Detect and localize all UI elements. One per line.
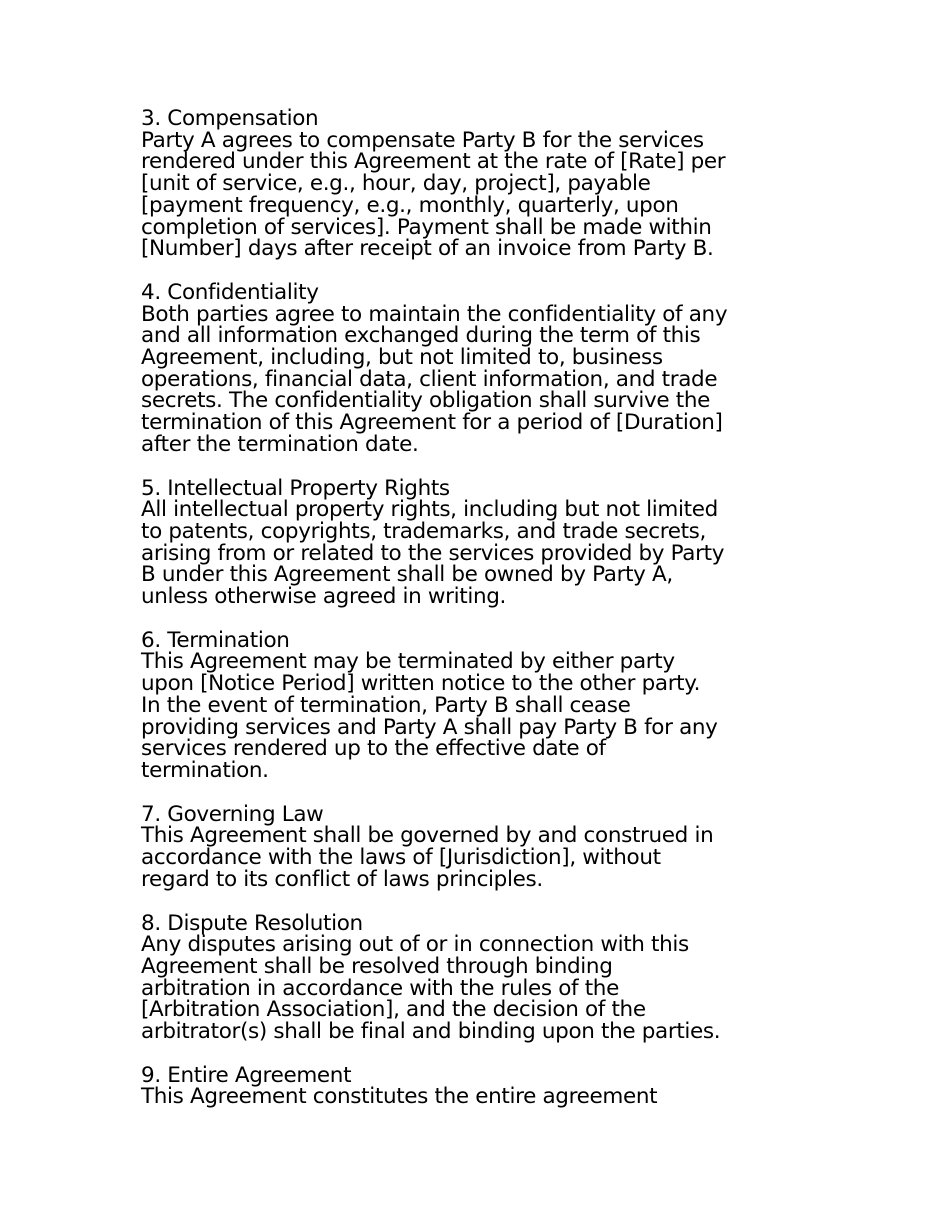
body-line: Agreement shall be resolved through binding [141,953,613,979]
section-dispute-resolution [141,910,821,1045]
section-heading: 8. Dispute Resolution [141,910,363,936]
body-line: This Agreement shall be governed by and construed in [141,823,714,849]
section-heading: 5. Intellectual Property Rights [141,475,450,501]
body-line: Any disputes arising out of or in connection with this [141,932,689,958]
body-line: regard to its conflict of laws principles. [141,866,543,892]
body-line: arbitration in accordance with the rules of the [141,975,619,1001]
body-line: and all information exchanged during the term of this [141,323,701,349]
body-line: [payment frequency, e.g., monthly, quarterly, upon [141,192,679,218]
section-compensation [141,108,821,260]
body-line: In the event of termination, Party B shall cease [141,692,631,718]
body-line: after the termination date. [141,431,419,457]
section-heading: 6. Termination [141,627,290,653]
body-line: termination of this Agreement for a period of [Duration] [141,410,723,436]
body-line: operations, financial data, client information, and trade [141,366,718,392]
body-line: [Arbitration Association], and the decision of the [141,997,646,1023]
body-line: [unit of service, e.g., hour, day, project], payable [141,171,651,197]
body-line: upon [Notice Period] written notice to the other party. [141,671,701,697]
body-line: accordance with the laws of [Jurisdiction], without [141,845,661,871]
section-entire-agreement [141,1062,821,1110]
section-governing-law [141,801,821,892]
body-line: arbitrator(s) shall be final and binding upon the parties. [141,1019,721,1045]
document-body [141,108,821,1130]
body-line: completion of services]. Payment shall be made within [141,214,712,240]
body-line: providing services and Party A shall pay Party B for any [141,714,718,740]
body-line: This Agreement constitutes the entire agreement [141,1084,658,1110]
section-heading: 9. Entire Agreement [141,1062,352,1088]
body-line: Agreement, including, but not limited to, business [141,345,663,371]
section-heading: 3. Compensation [141,106,319,131]
body-line: termination. [141,757,269,783]
section-heading: 4. Confidentiality [141,279,319,305]
body-line: to patents, copyrights, trademarks, and trade secrets, [141,518,707,544]
body-line: [Number] days after receipt of an invoice from Party B. [141,236,714,262]
section-confidentiality [141,279,821,457]
body-line: Party A agrees to compensate Party B for the services [141,127,704,153]
section-heading: 7. Governing Law [141,801,324,827]
body-line: Both parties agree to maintain the confidentiality of any [141,301,728,327]
body-line: secrets. The confidentiality obligation shall survive the [141,388,710,414]
body-line: rendered under this Agreement at the rate of [Rate] per [141,149,726,175]
body-line: All intellectual property rights, including but not limited [141,497,718,523]
body-line: services rendered up to the effective date of [141,736,606,762]
body-line: This Agreement may be terminated by either party [141,649,675,675]
section-termination [141,627,821,783]
body-line: arising from or related to the services provided by Party [141,540,725,566]
section-intellectual-property [141,475,821,610]
body-line: B under this Agreement shall be owned by Party A, [141,562,673,588]
body-line: unless otherwise agreed in writing. [141,584,507,610]
